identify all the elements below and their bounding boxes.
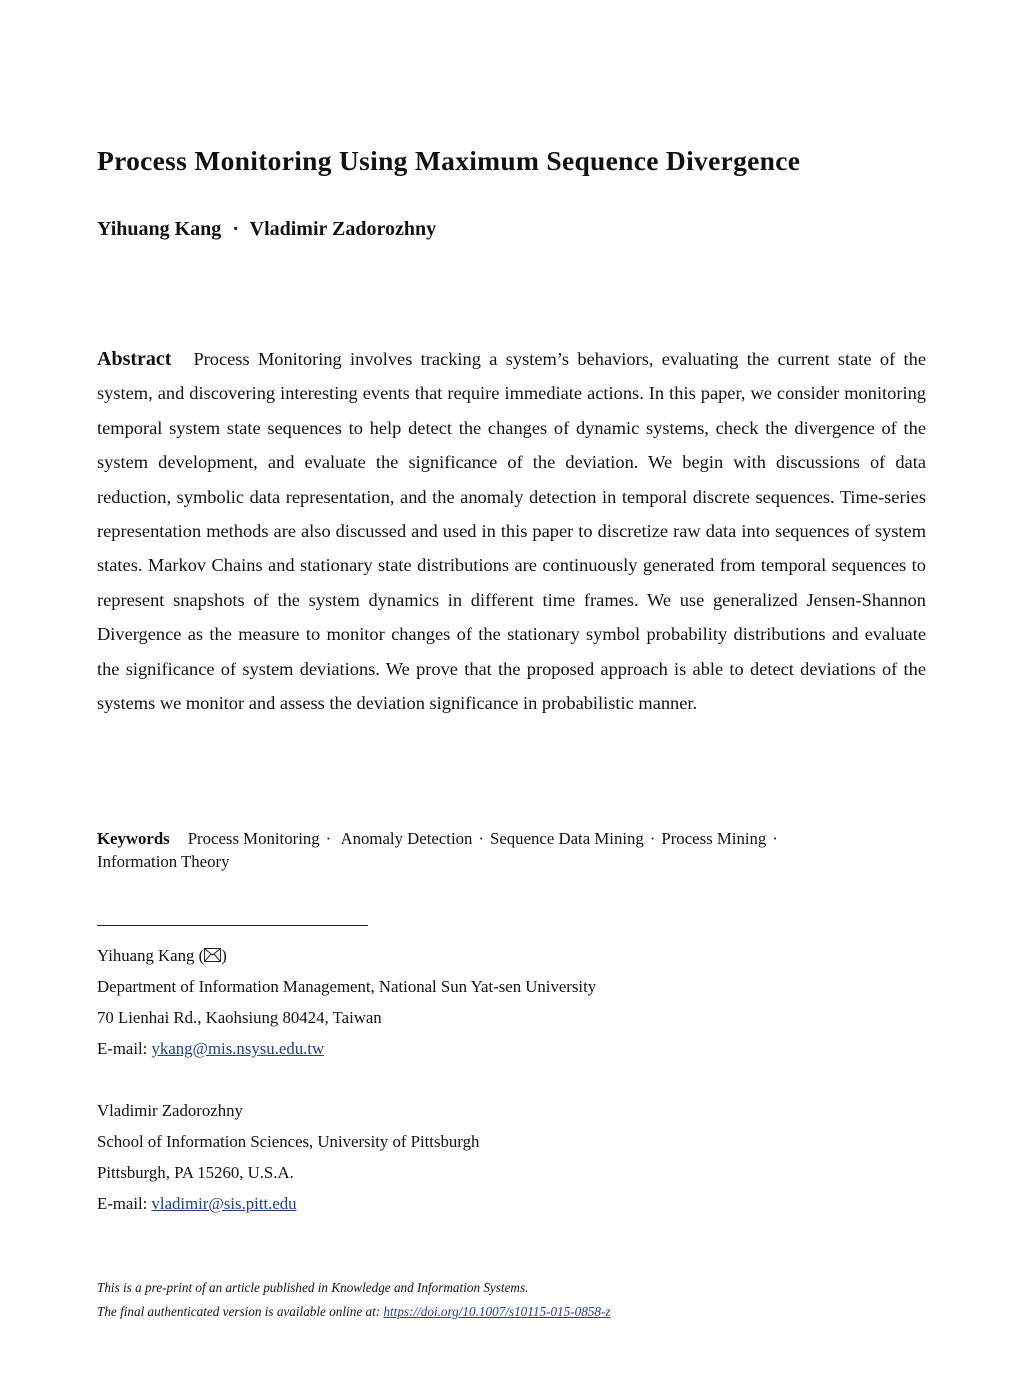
abstract	[97, 342, 926, 720]
keyword-separator: ·	[649, 829, 656, 848]
keywords	[97, 827, 857, 873]
keyword-separator: ·	[478, 829, 484, 848]
keyword-separator: ·	[772, 829, 778, 848]
keyword-separator: ·	[325, 829, 332, 848]
email-label: E-mail:	[97, 1039, 148, 1058]
affiliation-address: 70 Lienhai Rd., Kaohsiung 80424, Taiwan	[97, 1008, 382, 1027]
affiliation-block	[97, 1095, 479, 1219]
doi-line	[97, 1300, 611, 1324]
affiliation-email-line	[97, 1188, 479, 1219]
author-separator: ·	[232, 218, 239, 240]
keyword: Information Theory	[97, 852, 230, 871]
affiliation-email-line	[97, 1033, 596, 1064]
keyword: Sequence Data Mining	[490, 829, 644, 848]
doi-prefix: The final authenticated version is available online at:	[97, 1304, 381, 1319]
affiliation-name: Vladimir Zadorozhny	[97, 1101, 243, 1120]
preprint-notice	[97, 1276, 611, 1324]
keyword: Anomaly Detection	[340, 829, 473, 848]
paper-title: Process Monitoring Using Maximum Sequence Divergence	[97, 145, 801, 176]
affiliation-block	[97, 940, 596, 1064]
envelope-icon	[204, 948, 221, 962]
affiliation-department: Department of Information Management, National Sun Yat-sen University	[97, 977, 597, 996]
doi-link[interactable]: https://doi.org/10.1007/s10115-015-0858-z	[383, 1304, 611, 1319]
affiliation-name: Yihuang Kang	[97, 946, 195, 965]
email-link[interactable]: ykang@mis.nsysu.edu.tw	[151, 1039, 325, 1058]
affiliation-address: Pittsburgh, PA 15260, U.S.A.	[97, 1163, 294, 1182]
abstract-label: Abstract	[97, 348, 172, 370]
keywords-label: Keywords	[97, 829, 170, 848]
email-label: E-mail:	[97, 1194, 148, 1213]
abstract-text: Process Monitoring involves tracking a system’s behaviors, evaluating the current state of the system, and discovering interesting events that require immediate actions. In this paper, we consider monitoring temporal system state sequences to help detect the changes of dynamic systems, check the divergence of the system development, and evaluate the significance of the deviation. We begin with discussions of data reduction, symbolic data representation, and the anomaly detection in temporal discrete sequences. Time-series representation methods are also discussed and used in this paper to discretize raw data into sequences of system states. Markov Chains and stationary state distributions are continuously generated from temporal sequences to represent snapshots of the system dynamics in different time frames. We use generalized Jensen-Shannon Divergence as the measure to monitor changes of the stationary symbol probability distributions and evaluate the significance of system deviations. We prove that the proposed approach is able to detect deviations of the systems we monitor and assess the deviation significance in probabilistic manner.	[97, 349, 926, 714]
affiliation-name-line: Yihuang Kang ( )	[97, 946, 227, 965]
author-name: Yihuang Kang	[97, 218, 222, 240]
affiliation-department: School of Information Sciences, University of Pittsburgh	[97, 1132, 480, 1151]
keyword: Process Mining	[661, 829, 767, 848]
author-name: Vladimir Zadorozhny	[249, 218, 437, 240]
keyword: Process Monitoring	[187, 829, 320, 848]
preprint-line: This is a pre-print of an article published in Knowledge and Information Systems.	[97, 1280, 529, 1295]
footnote-divider	[97, 925, 368, 926]
email-link[interactable]: vladimir@sis.pitt.edu	[151, 1194, 297, 1213]
author-list	[97, 218, 436, 241]
